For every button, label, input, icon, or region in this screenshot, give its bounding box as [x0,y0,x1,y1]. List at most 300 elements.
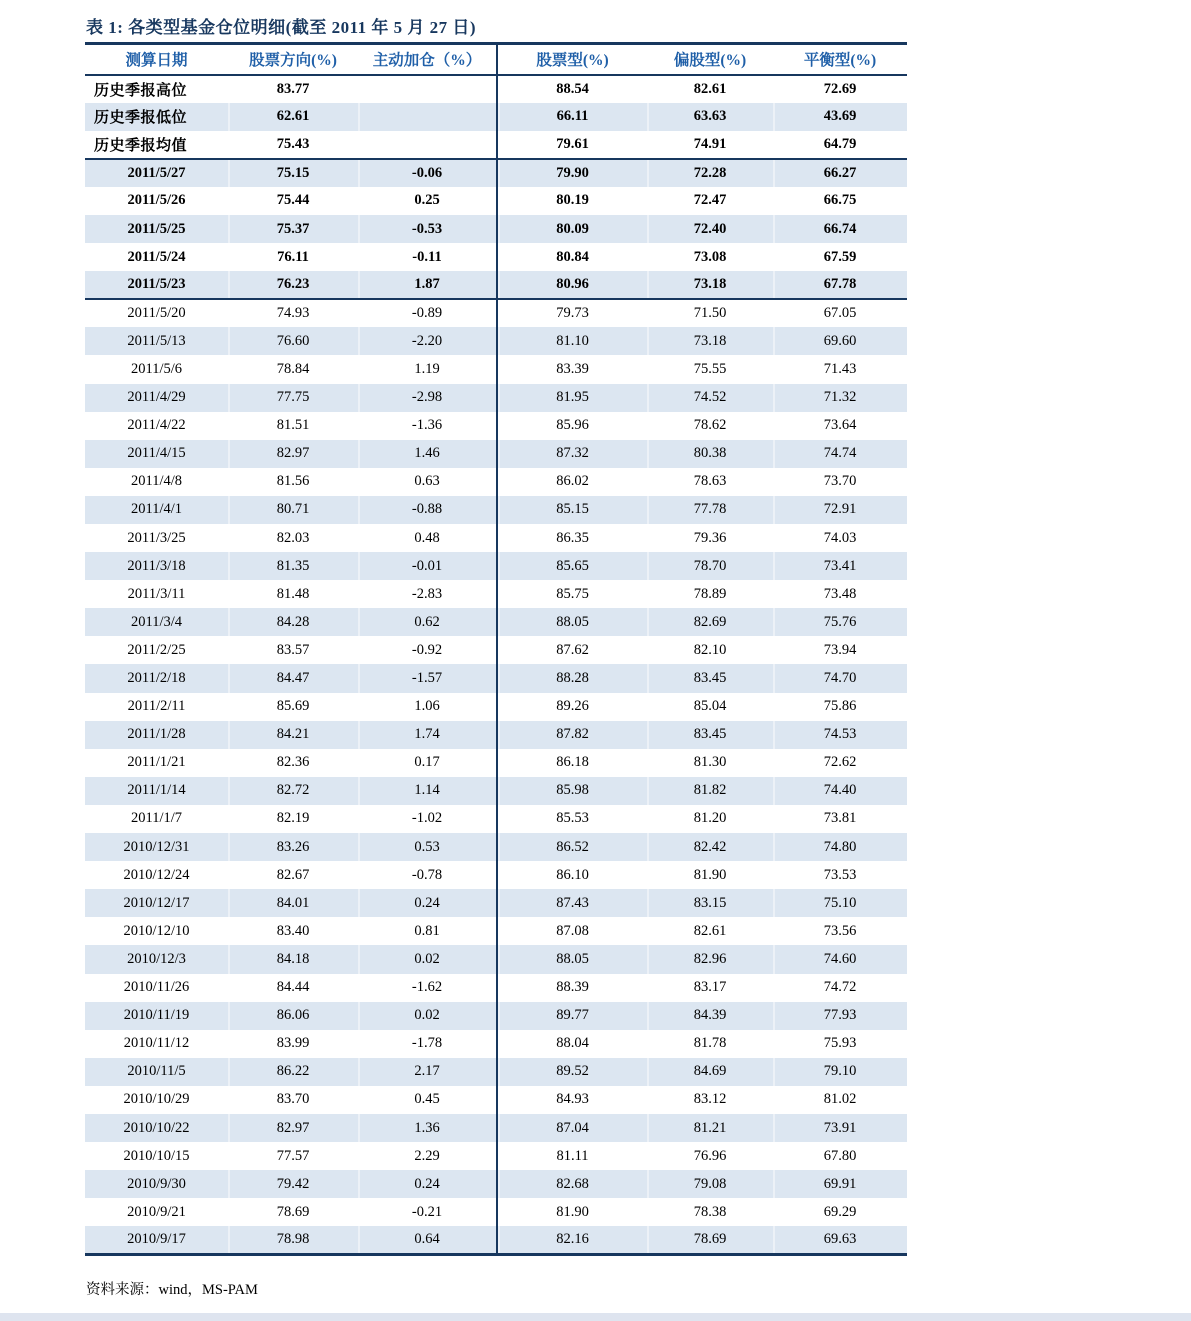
cell-value: 86.18 [556,754,589,771]
cell-value: 71.50 [693,305,727,322]
cell-value: 73.64 [823,417,857,434]
cell-value: 2.17 [358,1058,497,1086]
cell-value: 71.32 [773,384,907,412]
cell-value: 0.25 [358,187,497,215]
cell-value: 1.14 [358,777,497,805]
cell-value: 83.12 [693,1091,727,1108]
row-label: 2010/10/22 [123,1119,190,1136]
cell-value: 0.17 [358,749,497,777]
cell-value: -1.36 [358,412,497,440]
cell-value: 81.35 [228,552,358,580]
table-row [85,299,907,327]
cell-value: 85.96 [556,417,589,434]
table-body [85,75,907,1255]
cell-value: 78.63 [693,473,727,490]
cell-value: 63.63 [647,103,773,131]
cell-value: 79.90 [497,159,647,187]
cell-value: 69.29 [823,1203,857,1220]
cell-value: 69.63 [773,1226,907,1254]
cell-value: 82.03 [276,529,310,546]
table-row [85,721,907,749]
table-row [85,1170,907,1198]
table-row [85,777,907,805]
table-row [85,215,907,243]
row-label: 2011/5/13 [127,332,186,349]
cell-value: 74.53 [773,721,907,749]
row-label: 2011/5/25 [127,220,186,237]
table-row [85,1142,907,1170]
cell-value: 79.61 [497,131,647,159]
row-label: 2010/12/24 [123,866,190,883]
row-label: 2011/5/20 [127,305,186,322]
cell-value: 84.21 [228,721,358,749]
table-row [85,889,907,917]
cell-value: 84.47 [228,664,358,692]
cell-value: 79.73 [556,305,589,322]
cell-value: 74.70 [773,664,907,692]
cell-value: 83.26 [228,833,358,861]
row-label: 2010/9/17 [127,1231,186,1248]
cell-value: 43.69 [773,103,907,131]
cell-value: 87.04 [497,1114,647,1142]
cell-value: 80.38 [647,440,773,468]
table-row [85,636,907,664]
cell-value: 78.89 [693,585,727,602]
cell-value: -0.53 [358,215,497,243]
row-label: 2011/1/14 [127,782,186,799]
cell-value: 88.04 [556,1035,589,1052]
cell-value: 84.93 [556,1091,589,1108]
cell-value: 89.77 [497,1002,647,1030]
cell-value: 79.10 [773,1058,907,1086]
cell-value: 84.44 [276,979,310,996]
cell-value: 75.86 [823,698,857,715]
cell-value: 73.56 [823,922,857,939]
cell-value: 81.82 [647,777,773,805]
row-label: 2010/12/17 [123,894,190,911]
row-label: 2011/4/15 [127,445,186,462]
cell-value: 78.98 [228,1226,358,1254]
cell-value: 81.10 [497,327,647,355]
row-label: 2011/5/27 [127,164,186,181]
cell-value: 73.41 [773,552,907,580]
cell-value: 78.70 [647,552,773,580]
cell-value: 0.45 [358,1086,497,1114]
cell-value: 78.69 [647,1226,773,1254]
cell-value: 0.81 [358,917,497,945]
cell-value: 73.48 [823,585,857,602]
table-row [85,1030,907,1058]
table-row [85,917,907,945]
cell-value: 79.08 [647,1170,773,1198]
cell-value: 88.05 [497,608,647,636]
table-row [85,131,907,159]
cell-value: 0.24 [358,889,497,917]
cell-value: 81.78 [693,1035,727,1052]
row-label: 历史季报低位 [94,110,188,127]
cell-value: 74.40 [773,777,907,805]
cell-value: -0.92 [358,636,497,664]
cell-value: 83.39 [556,360,589,377]
cell-value: 87.82 [497,721,647,749]
table-row [85,440,907,468]
cell-value: 85.15 [497,496,647,524]
cell-value: 66.11 [497,103,647,131]
cell-value: 66.74 [773,215,907,243]
cell-value: 72.40 [647,215,773,243]
row-label: 2011/4/22 [127,417,186,434]
cell-value: 86.22 [228,1058,358,1086]
cell-value: 69.91 [773,1170,907,1198]
cell-value: 0.62 [358,608,497,636]
cell-value: 79.42 [228,1170,358,1198]
row-label: 2011/2/18 [127,670,186,687]
cell-value: 77.93 [773,1002,907,1030]
cell-value: 2.29 [358,1142,497,1170]
table-row [85,1114,907,1142]
cell-value: 81.51 [276,417,310,434]
cell-value: -0.78 [358,861,497,889]
cell-value: -0.88 [358,496,497,524]
cell-value: 81.56 [276,473,310,490]
cell-value: 81.90 [556,1203,589,1220]
cell-value: 83.77 [276,80,310,97]
table-row [85,664,907,692]
cell-value: 87.32 [497,440,647,468]
cell-value: 64.79 [773,131,907,159]
table-row [85,271,907,299]
column-header-active-increase: 主动加仓（%） [358,44,497,75]
column-header-stock-direction: 股票方向(%) [228,44,358,75]
cell-value: 82.36 [276,754,310,771]
cell-value: 82.61 [693,80,727,97]
table-row [85,75,907,103]
cell-value: 86.52 [497,833,647,861]
cell-value: 86.10 [556,866,589,883]
cell-value: 84.28 [228,608,358,636]
cell-value: 0.48 [358,524,497,552]
cell-value [358,103,497,131]
cell-value: 77.78 [647,496,773,524]
row-label: 2010/12/10 [123,922,190,939]
table-row [85,552,907,580]
row-label: 2011/3/4 [130,613,183,630]
cell-value: 85.53 [556,810,589,827]
cell-value: 1.74 [358,721,497,749]
cell-value: 81.90 [693,866,727,883]
cell-value: 80.96 [497,271,647,299]
table-row [85,243,907,271]
cell-value: 81.11 [556,1147,589,1164]
cell-value: 73.53 [823,866,857,883]
cell-value: 83.45 [647,664,773,692]
column-header-date: 测算日期 [85,44,228,75]
cell-value: 83.40 [276,922,310,939]
row-label: 2011/5/6 [130,360,183,377]
cell-value: 73.18 [647,327,773,355]
table-row [85,749,907,777]
cell-value: 80.19 [556,192,589,209]
cell-value: 82.42 [647,833,773,861]
cell-value: 74.74 [773,440,907,468]
fund-positions-table [85,42,907,1256]
row-label: 2010/11/19 [123,1007,190,1024]
cell-value: 88.39 [556,979,589,996]
cell-value: 82.68 [497,1170,647,1198]
cell-value: 1.06 [358,693,497,721]
cell-value: 74.52 [647,384,773,412]
cell-value: 66.75 [823,192,857,209]
cell-value: 82.69 [647,608,773,636]
cell-value: 75.43 [228,131,358,159]
table-title: 表 1: 各类型基金仓位明细(截至 2011 年 5 月 27 日) [86,18,477,37]
cell-value: 80.09 [497,215,647,243]
header-row [85,44,907,75]
cell-value: 76.96 [693,1147,727,1164]
cell-value: 76.60 [228,327,358,355]
table-row [85,608,907,636]
row-label: 2011/2/11 [127,698,186,715]
row-label: 2011/4/1 [130,501,183,518]
cell-value: 82.96 [647,945,773,973]
cell-value: 87.08 [556,922,589,939]
cell-value: 83.70 [276,1091,310,1108]
cell-value: 86.06 [228,1002,358,1030]
cell-value: 0.64 [358,1226,497,1254]
cell-value: 84.18 [228,945,358,973]
cell-value: 62.61 [228,103,358,131]
row-label: 2010/12/31 [123,838,190,855]
cell-value: 75.93 [823,1035,857,1052]
cell-value: 67.78 [773,271,907,299]
table-row [85,580,907,608]
cell-value: 84.39 [647,1002,773,1030]
table-row [85,1226,907,1254]
cell-value: 84.01 [228,889,358,917]
cell-value: 73.18 [647,271,773,299]
cell-value: 72.91 [773,496,907,524]
cell-value: 81.30 [693,754,727,771]
row-label: 2010/10/15 [123,1147,190,1164]
cell-value: 81.48 [276,585,310,602]
cell-value: -0.06 [358,159,497,187]
row-label: 2010/9/30 [127,1175,186,1192]
cell-value: 82.61 [693,922,727,939]
cell-value: 72.47 [693,192,727,209]
table-row [85,974,907,1002]
cell-value: 1.19 [358,355,497,383]
cell-value: 69.60 [773,327,907,355]
table-row [85,945,907,973]
row-label: 历史季报均值 [85,131,228,159]
cell-value: -1.62 [358,974,497,1002]
row-label: 2011/5/23 [85,271,228,299]
cell-value: 86.02 [556,473,589,490]
cell-value [358,131,497,159]
cell-value: 72.28 [647,159,773,187]
cell-value: 83.17 [693,979,727,996]
bottom-separator-band [0,1313,1191,1321]
cell-value: 74.72 [823,979,857,996]
cell-value: 0.53 [358,833,497,861]
cell-value: 74.03 [823,529,857,546]
cell-value: -1.78 [358,1030,497,1058]
cell-value: 73.91 [773,1114,907,1142]
row-label: 2011/1/28 [127,726,186,743]
cell-value: 75.15 [228,159,358,187]
cell-value: 84.69 [647,1058,773,1086]
table-row [85,412,907,440]
column-header-balanced-type: 平衡型(%) [773,44,907,75]
cell-value: -2.98 [358,384,497,412]
row-label: 2011/1/21 [127,754,186,771]
row-label: 2011/4/8 [130,473,183,490]
cell-value: 83.57 [276,641,310,658]
cell-value: 82.97 [228,440,358,468]
table-row [85,1198,907,1226]
table-row [85,861,907,889]
cell-value: -0.01 [358,552,497,580]
cell-value: 74.91 [647,131,773,159]
cell-value: -1.02 [358,805,497,833]
cell-value: 66.27 [773,159,907,187]
cell-value: 85.98 [497,777,647,805]
cell-value: 80.71 [228,496,358,524]
cell-value: 89.52 [497,1058,647,1086]
cell-value: 77.57 [276,1147,310,1164]
row-label: 2010/11/12 [123,1035,190,1052]
cell-value: 86.35 [556,529,589,546]
table-row [85,524,907,552]
cell-value: 75.44 [276,192,310,209]
cell-value: 73.94 [823,641,857,658]
row-label: 2011/5/24 [127,248,186,265]
cell-value: 73.08 [693,248,727,265]
table-row [85,384,907,412]
cell-value: 81.21 [647,1114,773,1142]
cell-value: 74.93 [276,305,310,322]
cell-value: 81.02 [823,1091,857,1108]
cell-value: 78.38 [693,1203,727,1220]
cell-value: -0.11 [358,243,497,271]
cell-value: 76.11 [277,248,309,265]
cell-value: 83.45 [647,721,773,749]
cell-value: 1.46 [358,440,497,468]
row-label: 2011/4/29 [127,389,186,406]
cell-value: 78.84 [276,360,310,377]
row-label: 2010/12/3 [127,950,186,967]
row-label: 2010/11/5 [127,1063,186,1080]
table-row [85,1058,907,1086]
cell-value: 73.70 [823,473,857,490]
cell-value: 75.76 [773,608,907,636]
table-row [85,159,907,187]
row-label: 2010/10/29 [123,1091,190,1108]
row-label: 2011/5/26 [127,192,186,209]
table-row [85,468,907,496]
cell-value: 82.10 [693,641,727,658]
cell-value: 67.05 [823,305,857,322]
cell-value: 72.62 [823,754,857,771]
cell-value: 88.54 [556,80,589,97]
table-row [85,327,907,355]
table-row [85,355,907,383]
cell-value: 0.24 [358,1170,497,1198]
cell-value: 80.84 [556,248,589,265]
cell-value: 71.43 [823,360,857,377]
cell-value: -2.20 [358,327,497,355]
cell-value: -2.83 [358,580,497,608]
cell-value: 88.28 [497,664,647,692]
table-row [85,693,907,721]
cell-value: -1.57 [358,664,497,692]
row-label: 2011/3/18 [127,557,186,574]
cell-value: 67.59 [823,248,857,265]
cell-value: 85.69 [276,698,310,715]
row-label: 2010/9/21 [127,1203,186,1220]
cell-value: 78.62 [693,417,727,434]
cell-value: 75.10 [773,889,907,917]
table-row [85,103,907,131]
cell-value: 82.19 [276,810,310,827]
cell-value: 88.05 [497,945,647,973]
table-row [85,833,907,861]
source-note: 资料来源：wind，MS-PAM [86,1282,258,1298]
cell-value: 85.75 [556,585,589,602]
cell-value: -0.21 [358,1198,497,1226]
cell-value: 85.04 [693,698,727,715]
cell-value: 1.87 [358,271,497,299]
cell-value: 85.65 [497,552,647,580]
cell-value: 67.80 [823,1147,857,1164]
cell-value: 78.69 [276,1203,310,1220]
cell-value: 81.95 [497,384,647,412]
cell-value: 0.02 [358,945,497,973]
cell-value: 83.15 [647,889,773,917]
column-header-stock-type: 股票型(%) [497,44,647,75]
cell-value: 75.55 [693,360,727,377]
table-row [85,1002,907,1030]
column-header-partial-stock-type: 偏股型(%) [647,44,773,75]
cell-value: 76.23 [228,271,358,299]
cell-value: 82.72 [228,777,358,805]
cell-value: 79.36 [693,529,727,546]
cell-value: 81.20 [693,810,727,827]
cell-value: 82.97 [228,1114,358,1142]
cell-value: 72.69 [823,80,857,97]
cell-value: 83.99 [276,1035,310,1052]
table-row [85,187,907,215]
cell-value: 74.80 [773,833,907,861]
table-row [85,496,907,524]
cell-value: 74.60 [773,945,907,973]
row-label: 2010/11/26 [123,979,190,996]
cell-value: -0.89 [358,299,497,327]
cell-value: 89.26 [556,698,589,715]
cell-value: 0.63 [358,468,497,496]
cell-value: 0.02 [358,1002,497,1030]
row-label: 历史季报高位 [94,82,188,99]
cell-value: 82.16 [497,1226,647,1254]
row-label: 2011/3/25 [127,529,186,546]
cell-value [358,75,497,103]
row-label: 2011/3/11 [127,585,186,602]
cell-value: 75.37 [228,215,358,243]
cell-value: 1.36 [358,1114,497,1142]
cell-value: 73.81 [823,810,857,827]
table-row [85,805,907,833]
cell-value: 87.43 [497,889,647,917]
